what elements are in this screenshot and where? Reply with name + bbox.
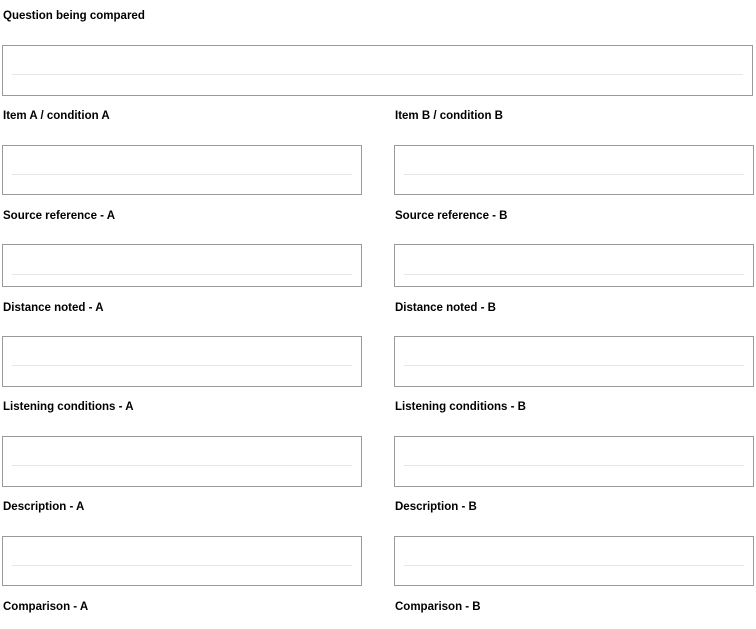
writing-line xyxy=(12,274,352,275)
writing-line xyxy=(12,465,352,466)
listening-a-label: Listening conditions - A xyxy=(3,401,134,413)
distance-b-field[interactable] xyxy=(394,336,754,387)
description-a-field[interactable] xyxy=(2,536,362,586)
writing-line xyxy=(404,465,744,466)
listening-b-label: Listening conditions - B xyxy=(395,401,526,413)
description-b-field[interactable] xyxy=(394,536,754,586)
writing-line xyxy=(404,365,744,366)
item-a-label: Item A / condition A xyxy=(3,110,110,122)
writing-line xyxy=(404,174,744,175)
item-a-field[interactable] xyxy=(2,145,362,195)
listening-b-field[interactable] xyxy=(394,436,754,487)
comparison-b-label: Comparison - B xyxy=(395,601,481,613)
description-a-label: Description - A xyxy=(3,501,85,513)
listening-a-field[interactable] xyxy=(2,436,362,487)
writing-line xyxy=(12,74,743,75)
source-b-field[interactable] xyxy=(394,244,754,287)
source-b-label: Source reference - B xyxy=(395,210,508,222)
question-label: Question being compared xyxy=(3,10,145,22)
item-b-field[interactable] xyxy=(394,145,754,195)
distance-b-label: Distance noted - B xyxy=(395,302,496,314)
distance-a-label: Distance noted - A xyxy=(3,302,104,314)
writing-line xyxy=(12,174,352,175)
item-b-label: Item B / condition B xyxy=(395,110,503,122)
source-a-field[interactable] xyxy=(2,244,362,287)
question-field[interactable] xyxy=(2,45,753,96)
writing-line xyxy=(12,565,352,566)
description-b-label: Description - B xyxy=(395,501,477,513)
distance-a-field[interactable] xyxy=(2,336,362,387)
writing-line xyxy=(404,565,744,566)
comparison-a-label: Comparison - A xyxy=(3,601,89,613)
writing-line xyxy=(404,274,744,275)
source-a-label: Source reference - A xyxy=(3,210,116,222)
writing-line xyxy=(12,365,352,366)
